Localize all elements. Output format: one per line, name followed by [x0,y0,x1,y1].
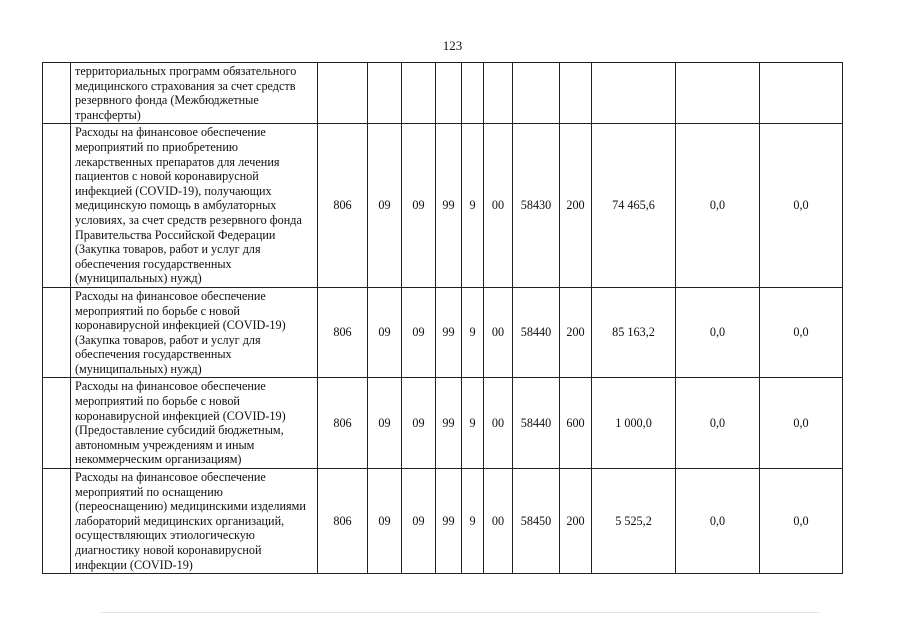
ministry-code-cell: 806 [318,124,368,288]
section-code-cell: 09 [368,287,402,378]
direction-code-cell: 58450 [513,469,560,574]
subsection-code-cell [402,63,436,124]
subsection-code-cell: 09 [402,378,436,469]
amount-year2-cell [676,63,760,124]
expense-type-cell: 600 [560,378,592,469]
amount-year1-cell [592,63,676,124]
description-cell: территориальных программ обязательного медицинского страхования за счет средств резервного фонда (Межбюджетные трансферты) [71,63,318,124]
amount-year2-cell: 0,0 [676,287,760,378]
description-cell: Расходы на финансовое обеспечение мероприятий по приобретению лекарственных препаратов для лечения пациентов с новой коронавирусной инфекцией (COVID-19), получающих медицинскую помощь в амбулаторных условиях, за счет средств резервного фонда Правительства Российской Федерации (Закупка товаров, работ и услуг для обеспечения государственных (муниципальных) нужд) [71,124,318,288]
scan-edge-line [100,612,820,613]
program-code-cell: 99 [436,469,462,574]
subsection-code-cell: 09 [402,124,436,288]
section-code-cell: 09 [368,378,402,469]
table-row [43,124,843,288]
program-code-cell: 99 [436,287,462,378]
budget-table [42,62,843,574]
direction-code-cell: 58440 [513,287,560,378]
table-row [43,469,843,574]
amount-year1-cell: 85 163,2 [592,287,676,378]
program-code-cell [436,63,462,124]
description-cell: Расходы на финансовое обеспечение мероприятий по оснащению (переоснащению) медицинскими изделиями лабораторий медицинских организаций, осуществляющих этиологическую диагностику новой коронавирусной инфекции (COVID-19) [71,469,318,574]
amount-year3-cell: 0,0 [760,469,843,574]
direction-code-cell: 58430 [513,124,560,288]
subprogram-code-cell: 9 [462,287,484,378]
program-code-cell: 99 [436,378,462,469]
direction-code-cell [513,63,560,124]
table-row [43,287,843,378]
amount-year3-cell: 0,0 [760,124,843,288]
section-code-cell: 09 [368,124,402,288]
measure-code-cell: 00 [484,124,513,288]
amount-year1-cell: 1 000,0 [592,378,676,469]
description-cell: Расходы на финансовое обеспечение мероприятий по борьбе с новой коронавирусной инфекцией (COVID-19) (Закупка товаров, работ и услуг для обеспечения государственных (муниципальных) нужд) [71,287,318,378]
amount-year2-cell: 0,0 [676,124,760,288]
table-row [43,378,843,469]
page-number: 123 [442,38,463,53]
amount-year3-cell: 0,0 [760,378,843,469]
table-row [43,63,843,124]
description-cell: Расходы на финансовое обеспечение мероприятий по борьбе с новой коронавирусной инфекцией (COVID-19) (Предоставление субсидий бюджетным, автономным учреждениям и иным некоммерческим организациям) [71,378,318,469]
amount-year3-cell: 0,0 [760,287,843,378]
ministry-code-cell: 806 [318,287,368,378]
row-number-cell [43,287,71,378]
expense-type-cell [560,63,592,124]
row-number-cell [43,469,71,574]
subprogram-code-cell: 9 [462,469,484,574]
ministry-code-cell: 806 [318,469,368,574]
section-code-cell: 09 [368,469,402,574]
amount-year3-cell [760,63,843,124]
subprogram-code-cell: 9 [462,378,484,469]
row-number-cell [43,124,71,288]
subsection-code-cell: 09 [402,469,436,574]
ministry-code-cell: 806 [318,378,368,469]
expense-type-cell: 200 [560,287,592,378]
expense-type-cell: 200 [560,124,592,288]
direction-code-cell: 58440 [513,378,560,469]
amount-year1-cell: 5 525,2 [592,469,676,574]
expense-type-cell: 200 [560,469,592,574]
row-number-cell [43,378,71,469]
amount-year2-cell: 0,0 [676,378,760,469]
measure-code-cell: 00 [484,287,513,378]
subprogram-code-cell: 9 [462,124,484,288]
measure-code-cell [484,63,513,124]
measure-code-cell: 00 [484,469,513,574]
section-code-cell [368,63,402,124]
program-code-cell: 99 [436,124,462,288]
row-number-cell [43,63,71,124]
amount-year2-cell: 0,0 [676,469,760,574]
measure-code-cell: 00 [484,378,513,469]
amount-year1-cell: 74 465,6 [592,124,676,288]
subsection-code-cell: 09 [402,287,436,378]
ministry-code-cell [318,63,368,124]
subprogram-code-cell [462,63,484,124]
